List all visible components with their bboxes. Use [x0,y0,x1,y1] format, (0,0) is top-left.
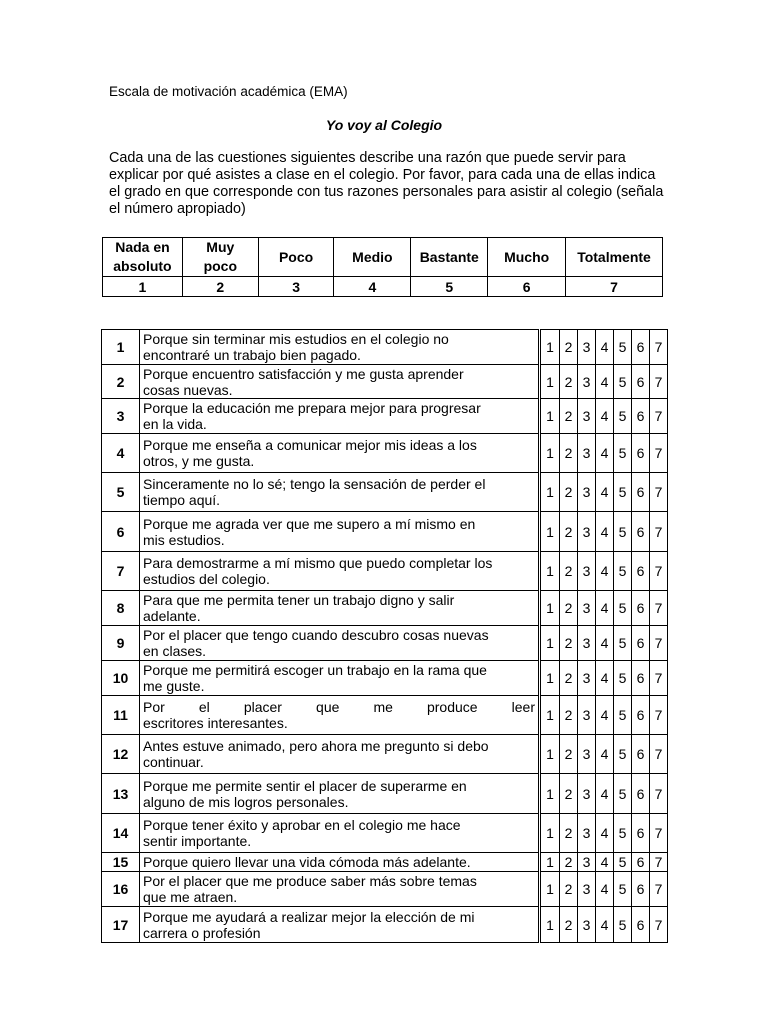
scale-header-text: Totalmente [577,248,651,265]
rating-option-4[interactable]: 4 [596,434,614,473]
rating-option-1[interactable]: 1 [540,872,560,907]
question-row [102,591,668,626]
document-title: Yo voy al Colegio [325,117,443,133]
rating-option-7[interactable]: 7 [650,907,668,943]
rating-option-2[interactable]: 2 [560,661,578,696]
rating-option-4[interactable]: 4 [596,626,614,661]
question-text-line: en clases. [143,643,207,659]
question-text-line: Sinceramente no lo sé; tengo la sensación de perder el [143,476,486,492]
rating-option-7[interactable]: 7 [650,399,668,434]
rating-option-5[interactable]: 5 [614,696,632,735]
question-row [102,330,668,365]
rating-option-5[interactable]: 5 [614,473,632,512]
rating-option-3[interactable]: 3 [578,552,596,591]
rating-option-3[interactable]: 3 [578,399,596,434]
question-row [102,814,668,853]
question-text-line: tiempo aquí. [143,492,221,508]
rating-option-1[interactable]: 1 [540,735,560,774]
question-row [102,872,668,907]
question-text-line: mis estudios. [143,531,225,548]
rating-option-1[interactable]: 1 [540,814,560,853]
question-row [102,552,668,591]
question-row [102,735,668,774]
rating-option-5[interactable]: 5 [614,330,632,365]
questionnaire-table [101,329,668,943]
scale-header-text: poco [203,258,238,274]
question-text-line: escritores interesantes. [143,715,288,731]
scale-number-cell: 1 [103,277,183,297]
question-text-line: Antes estuve animado, pero ahora me pregunto si debo [143,738,489,754]
question-number: 17 [102,907,140,943]
question-number: 2 [102,365,140,399]
rating-option-2[interactable]: 2 [560,774,578,814]
rating-option-4[interactable]: 4 [596,735,614,774]
question-row [102,907,668,943]
question-text-line: Por el placer que tengo cuando descubro cosas nuevas [143,627,489,643]
rating-option-3[interactable]: 3 [578,591,596,626]
question-text-line: Porque la educación me prepara mejor para progresar [143,400,481,416]
rating-option-3[interactable]: 3 [578,434,596,473]
rating-option-2[interactable]: 2 [560,853,578,872]
scale-number-cell: 4 [334,277,411,297]
question-text-line: Porque sin terminar mis estudios en el colegio no [143,331,449,347]
scale-header-cell [488,238,566,277]
question-row [102,473,668,512]
rating-option-6[interactable]: 6 [632,473,650,512]
rating-option-7[interactable]: 7 [650,661,668,696]
question-number: 16 [102,872,140,907]
question-text-line: Porque me agrada ver que me supero a mí mismo en [143,515,476,532]
rating-option-7[interactable]: 7 [650,814,668,853]
scale-number-cell: 2 [182,277,258,297]
question-text [140,473,540,512]
instructions-text: Cada una de las cuestiones siguientes describe una razón que puede servir para explicar por qué asistes a clase en el colegio. Por favor, para cada una de ellas indica el grado en que corresponde con tus razones personales para asistir al colegio (señala el número apropiado) [109,150,664,217]
rating-option-5[interactable]: 5 [614,735,632,774]
scale-header-cell [566,238,663,277]
rating-option-5[interactable]: 5 [614,661,632,696]
rating-option-4[interactable]: 4 [596,872,614,907]
question-text [140,434,540,473]
rating-option-5[interactable]: 5 [614,774,632,814]
rating-option-7[interactable]: 7 [650,512,668,552]
scale-header-cell [103,238,183,277]
rating-option-4[interactable]: 4 [596,907,614,943]
question-text-line: cosas nuevas. [143,381,233,398]
rating-option-6[interactable]: 6 [632,591,650,626]
question-text-line: que me atraen. [143,889,238,905]
rating-option-3[interactable]: 3 [578,473,596,512]
rating-option-6[interactable]: 6 [632,434,650,473]
scale-number-cell: 5 [411,277,488,297]
rating-option-6[interactable]: 6 [632,696,650,735]
scale-header-text: Poco [278,248,314,265]
rating-option-1[interactable]: 1 [540,774,560,814]
rating-option-3[interactable]: 3 [578,626,596,661]
rating-option-2[interactable]: 2 [560,591,578,626]
scale-header-text: Mucho [504,248,550,265]
rating-option-6[interactable]: 6 [632,814,650,853]
scale-header-text: Nada en [115,239,170,255]
rating-option-3[interactable]: 3 [578,330,596,365]
rating-option-3[interactable]: 3 [578,907,596,943]
question-text [140,512,540,552]
rating-option-1[interactable]: 1 [540,696,560,735]
rating-option-2[interactable]: 2 [560,552,578,591]
rating-option-4[interactable]: 4 [596,330,614,365]
question-text-line: continuar. [143,754,204,770]
rating-option-7[interactable]: 7 [650,853,668,872]
rating-option-3[interactable]: 3 [578,365,596,399]
rating-option-1[interactable]: 1 [540,626,560,661]
rating-option-3[interactable]: 3 [578,774,596,814]
rating-option-6[interactable]: 6 [632,735,650,774]
scale-number-row [103,277,663,297]
question-row [102,399,668,434]
rating-option-7[interactable]: 7 [650,365,668,399]
question-number: 3 [102,399,140,434]
question-text [140,735,540,774]
rating-option-6[interactable]: 6 [632,626,650,661]
question-number: 13 [102,774,140,814]
question-text [140,626,540,661]
rating-option-1[interactable]: 1 [540,399,560,434]
rating-option-2[interactable]: 2 [560,735,578,774]
question-number: 10 [102,661,140,696]
question-text-line: Porque me permitirá escoger un trabajo en la rama que [143,662,487,678]
rating-option-3[interactable]: 3 [578,872,596,907]
rating-option-5[interactable]: 5 [614,907,632,943]
rating-option-7[interactable]: 7 [650,552,668,591]
question-text [140,872,540,907]
rating-option-6[interactable]: 6 [632,330,650,365]
rating-option-3[interactable]: 3 [578,853,596,872]
scale-header-cell [411,238,488,277]
question-text-line: carrera o profesión [143,924,261,941]
question-row [102,853,668,872]
rating-option-1[interactable]: 1 [540,552,560,591]
rating-option-5[interactable]: 5 [614,399,632,434]
rating-option-6[interactable]: 6 [632,365,650,399]
rating-option-6[interactable]: 6 [632,661,650,696]
rating-option-2[interactable]: 2 [560,434,578,473]
question-row [102,626,668,661]
document-label: Escala de motivación académica (EMA) [109,84,348,99]
rating-option-2[interactable]: 2 [560,626,578,661]
rating-option-1[interactable]: 1 [540,661,560,696]
rating-option-4[interactable]: 4 [596,661,614,696]
question-text-line: adelante. [143,608,201,624]
question-text-line: Porque me ayudará a realizar mejor la elección de mi [143,908,475,925]
rating-option-6[interactable]: 6 [632,399,650,434]
rating-option-2[interactable]: 2 [560,365,578,399]
rating-option-4[interactable]: 4 [596,552,614,591]
question-number: 15 [102,853,140,872]
rating-option-2[interactable]: 2 [560,696,578,735]
rating-option-4[interactable]: 4 [596,696,614,735]
scale-number-cell: 3 [258,277,334,297]
question-text-line: en la vida. [143,416,207,432]
rating-option-5[interactable]: 5 [614,552,632,591]
rating-option-4[interactable]: 4 [596,774,614,814]
rating-option-5[interactable]: 5 [614,365,632,399]
rating-option-1[interactable]: 1 [540,591,560,626]
rating-option-1[interactable]: 1 [540,907,560,943]
rating-option-1[interactable]: 1 [540,853,560,872]
rating-option-6[interactable]: 6 [632,512,650,552]
question-row [102,434,668,473]
question-text-line: otros, y me gusta. [143,453,255,469]
rating-option-3[interactable]: 3 [578,696,596,735]
question-text-line: estudios del colegio. [143,571,270,587]
rating-option-5[interactable]: 5 [614,853,632,872]
rating-option-4[interactable]: 4 [596,365,614,399]
scale-header-cell [334,238,411,277]
rating-option-1[interactable]: 1 [540,512,560,552]
question-row [102,774,668,814]
rating-option-4[interactable]: 4 [596,814,614,853]
question-text-line: Porque quiero llevar una vida cómoda más adelante. [143,854,471,870]
question-number: 12 [102,735,140,774]
question-text-line: Para que me permita tener un trabajo digno y salir [143,592,455,608]
rating-option-7[interactable]: 7 [650,774,668,814]
question-row [102,696,668,735]
rating-option-7[interactable]: 7 [650,872,668,907]
rating-option-2[interactable]: 2 [560,399,578,434]
rating-option-4[interactable]: 4 [596,853,614,872]
rating-option-6[interactable]: 6 [632,853,650,872]
question-text [140,814,540,853]
question-text [140,591,540,626]
scale-header-text: Muy [206,239,235,255]
rating-option-1[interactable]: 1 [540,330,560,365]
rating-option-2[interactable]: 2 [560,512,578,552]
question-row [102,365,668,399]
rating-option-5[interactable]: 5 [614,591,632,626]
question-text [140,907,540,943]
rating-option-7[interactable]: 7 [650,473,668,512]
question-number: 1 [102,330,140,365]
rating-option-6[interactable]: 6 [632,907,650,943]
question-text-line: encontraré un trabajo bien pagado. [143,347,361,363]
question-text-line: Porque me permite sentir el placer de superarme en [143,777,467,794]
rating-option-5[interactable]: 5 [614,872,632,907]
question-text [140,399,540,434]
scale-number-cell: 7 [566,277,663,297]
rating-option-3[interactable]: 3 [578,512,596,552]
question-text [140,696,540,735]
question-number: 8 [102,591,140,626]
question-number: 7 [102,552,140,591]
question-text [140,330,540,365]
rating-option-3[interactable]: 3 [578,735,596,774]
rating-option-3[interactable]: 3 [578,814,596,853]
scale-header-text: absoluto [113,258,172,274]
question-text-line: Porque me enseña a comunicar mejor mis ideas a los [143,437,477,453]
scale-header-text: Bastante [419,248,479,265]
rating-option-2[interactable]: 2 [560,814,578,853]
rating-option-4[interactable]: 4 [596,473,614,512]
rating-option-1[interactable]: 1 [540,473,560,512]
rating-option-4[interactable]: 4 [596,512,614,552]
rating-option-5[interactable]: 5 [614,512,632,552]
rating-option-2[interactable]: 2 [560,330,578,365]
question-row [102,512,668,552]
question-number: 11 [102,696,140,735]
rating-option-7[interactable]: 7 [650,591,668,626]
scale-header-text: Medio [352,248,393,265]
question-text [140,661,540,696]
question-text-line: me guste. [143,678,205,694]
rating-option-6[interactable]: 6 [632,774,650,814]
scale-legend-table [102,237,663,297]
question-number: 6 [102,512,140,552]
scale-header-cell [182,238,258,277]
rating-option-3[interactable]: 3 [578,661,596,696]
question-text-line: Porque tener éxito y aprobar en el colegio me hace [143,817,461,833]
question-text-line: Para demostrarme a mí mismo que puedo completar los [143,555,493,571]
rating-option-2[interactable]: 2 [560,907,578,943]
rating-option-6[interactable]: 6 [632,872,650,907]
rating-option-7[interactable]: 7 [650,434,668,473]
question-text [140,552,540,591]
scale-number-cell: 6 [488,277,566,297]
question-text-line: Por el placer que me produce leer [143,699,535,715]
rating-option-2[interactable]: 2 [560,872,578,907]
rating-option-7[interactable]: 7 [650,626,668,661]
question-text-line: alguno de mis logros personales. [143,793,349,810]
scale-header-row [103,238,663,277]
rating-option-5[interactable]: 5 [614,814,632,853]
rating-option-4[interactable]: 4 [596,399,614,434]
question-text [140,774,540,814]
question-number: 4 [102,434,140,473]
rating-option-6[interactable]: 6 [632,552,650,591]
question-row [102,661,668,696]
rating-option-2[interactable]: 2 [560,473,578,512]
rating-option-7[interactable]: 7 [650,330,668,365]
rating-option-5[interactable]: 5 [614,434,632,473]
rating-option-1[interactable]: 1 [540,434,560,473]
question-text [140,365,540,399]
rating-option-1[interactable]: 1 [540,365,560,399]
question-number: 9 [102,626,140,661]
rating-option-7[interactable]: 7 [650,696,668,735]
rating-option-5[interactable]: 5 [614,626,632,661]
question-text [140,853,540,872]
question-text-line: Porque encuentro satisfacción y me gusta aprender [143,365,464,382]
rating-option-4[interactable]: 4 [596,591,614,626]
question-text-line: Por el placer que me produce saber más sobre temas [143,873,477,889]
question-text-line: sentir importante. [143,833,252,849]
scale-header-cell [258,238,334,277]
question-number: 14 [102,814,140,853]
rating-option-7[interactable]: 7 [650,735,668,774]
question-number: 5 [102,473,140,512]
